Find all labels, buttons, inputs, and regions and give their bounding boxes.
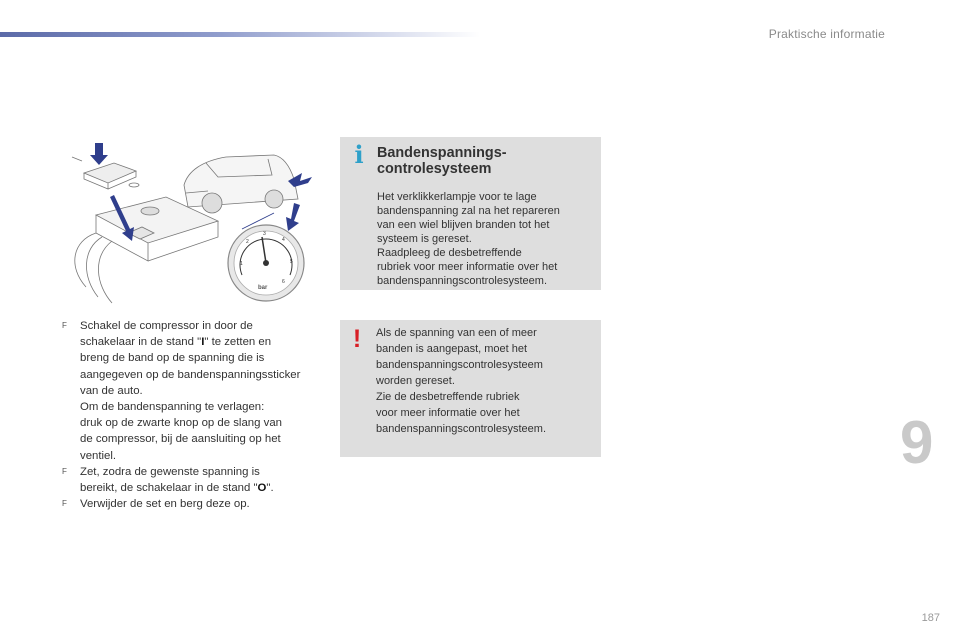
info-box-title: Bandenspannings- controlesysteem: [377, 145, 507, 177]
bullet-icon: F: [62, 466, 67, 476]
gauge-tick-label: 3: [263, 231, 266, 237]
page-number: 187: [921, 612, 940, 624]
switch-position-on: I: [201, 336, 205, 349]
info-box-text: Het verklikkerlampje voor te lage bandenspanning zal na het repareren van een wiel blijven branden tot het systeem is gereset. Raadpleeg de desbetreffende rubriek voor meer informatie over het bandenspanningscontrolesysteem.: [377, 191, 560, 287]
instruction-step-3: F Verwijder de set en berg deze op.: [62, 496, 327, 512]
info-box: [340, 137, 601, 290]
gauge-tick-label: 1: [240, 261, 243, 267]
instruction-step-1: F Schakel de compressor in door de schakelaar in de stand "I" te zetten en breng de band op de spanning die is aangegeven op de bandenspanningssticker van de auto. Om de bandenspanning te verlagen: druk op de zwarte knop op de slang van de compressor, bij de aansluiting op het ventiel.: [62, 320, 301, 462]
pressure-gauge-drawing: [228, 225, 304, 301]
header-accent-bar: [0, 32, 480, 37]
gauge-tick-label: 4: [282, 237, 285, 243]
compressor-box-drawing: [75, 197, 218, 303]
info-icon: i: [354, 140, 364, 169]
compressor-illustration: [62, 137, 320, 307]
warning-box: [340, 320, 601, 457]
car-drawing: [184, 155, 298, 213]
instruction-step-2: F Zet, zodra de gewenste spanning is bereikt, de schakelaar in de stand "O".: [62, 465, 274, 495]
warning-box-text: Als de spanning van een of meer banden is aangepast, moet het bandenspanningscontrolesysteem worden gereset. Zie de desbetreffende rubriek voor meer informatie over het bandenspanningscontrolesysteem.: [376, 327, 547, 435]
bullet-icon: F: [62, 499, 67, 509]
gauge-unit-label: bar: [258, 285, 268, 291]
warning-icon: !: [352, 325, 362, 353]
gauge-tick-label: 2: [246, 239, 249, 245]
bullet-icon: F: [62, 321, 67, 330]
instructions-list: [62, 318, 327, 512]
gauge-tick-label: 5: [290, 259, 293, 265]
chapter-number: 9: [900, 409, 934, 476]
compressor-lid-drawing: [72, 157, 139, 189]
switch-position-off: O: [257, 482, 267, 495]
gauge-tick-label: 6: [282, 279, 285, 285]
chapter-title: Praktische informatie: [768, 27, 885, 41]
